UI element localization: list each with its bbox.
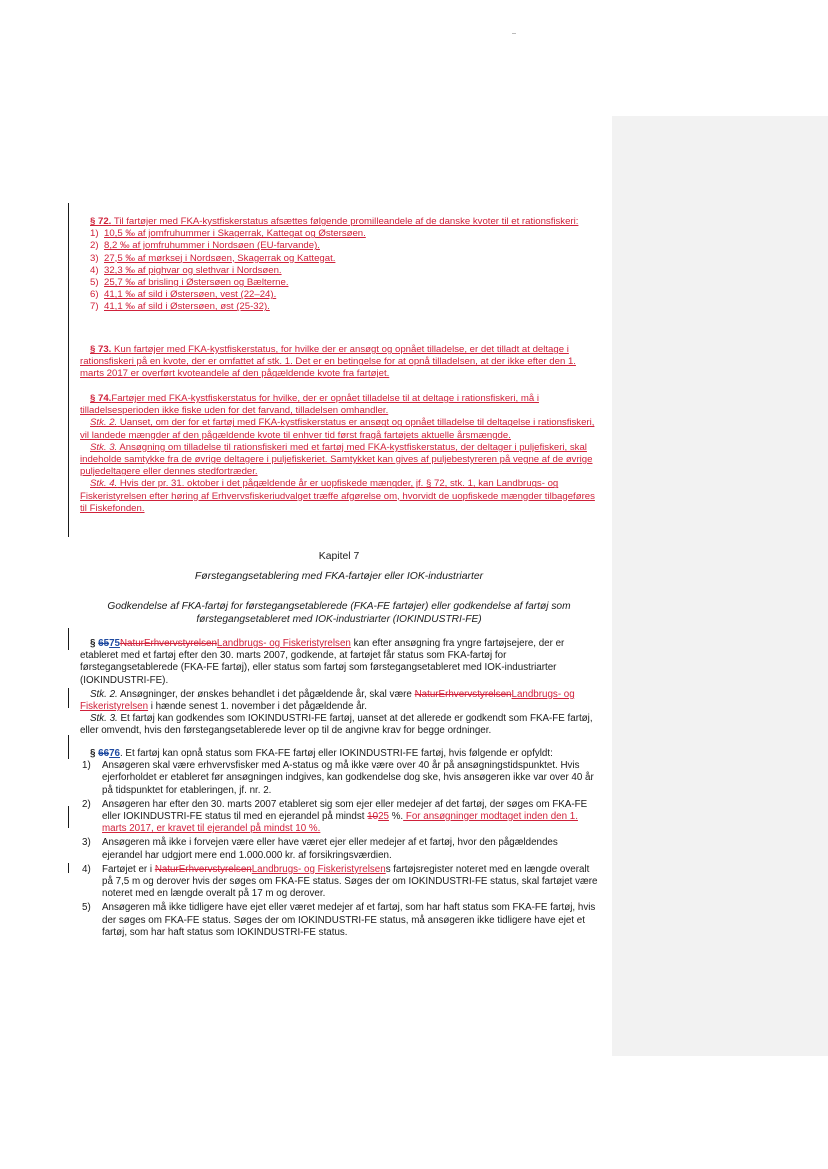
list-item: 1) Ansøgeren skal være erhvervsfisker med A-status og må ikke være over 40 år på ansøgningstidspunktet. Hvis ejerforholdet er etableret før ansøgningen indgives, kan godkendelse dog ske, hvis ansøgeren ikke var over 40 år på tidspunktet for etableringen, jf. nr. 2.	[82, 760, 594, 796]
section-75-sign: §	[90, 638, 99, 649]
section-72-text: Til fartøjer med FKA-kystfiskerstatus afsættes følgende promilleandele af de danske kvoter til et rationsfiskeri:	[111, 216, 579, 227]
list-item: 3) 27,5 ‰ af mørksej i Nordsøen, Skagerrak og Kattegat.	[90, 252, 336, 264]
section-75-stk3: Et fartøj kan godkendes som IOKINDUSTRI-FE fartøj, uanset at det allerede er godkendt som FKA-FE fartøj, eller omvendt, hvis den førstegangsetablerede lever op til de angivne krav for begge ordninger.	[80, 713, 593, 737]
change-bar	[68, 735, 69, 759]
stk-label: Stk. 2.	[90, 417, 118, 429]
section-75-new-number: 75	[109, 638, 120, 649]
list-item: 2) 8,2 ‰ af jomfruhummer i Nordsøen (EU-farvande).	[90, 240, 320, 252]
change-bar	[68, 863, 69, 873]
chapter-number: Kapitel 7	[318, 551, 360, 562]
list-item: 4) 32,3 ‰ af pighvar og slethvar i Nordsøen.	[90, 264, 282, 276]
change-bar	[68, 203, 69, 537]
section-75-old-number: 65	[98, 638, 110, 649]
section-76-sign: §	[90, 748, 99, 759]
section-76-intro: . Et fartøj kan opnå status som FKA-FE fartøj eller IOKINDUSTRI-FE fartøj, hvis følgende er opfyldt:	[119, 748, 553, 759]
list-item: 2) Ansøgeren har efter den 30. marts 2007 etableret sig som ejer eller medejer af det fartøj, der søges om FKA-FE eller IOKINDUSTRI-FE status til med en ejerandel på mindst 1025 %. For ansøgninger modtaget inden den 1. marts 2017, er kravet til ejerandel på mindst 10 %.	[82, 798, 588, 835]
section-75-text: kan efter ansøgning fra yngre fartøjsejere, der er etableret med et fartøj efter den 30. marts 2007, godkende, at fartøjet får status som FKA-fartøj for førstegangsetablerede (FKA-FE fartøj), eller status som fartøj som førstegangsetableret med IOK-industriarter (IOKINDUSTRI-FE).	[80, 638, 565, 686]
change-bar	[68, 688, 69, 708]
chapter-subtitle: Godkendelse af FKA-fartøj for førstegangsetablerede (FKA-FE fartøjer) eller godkendelse af fartøj som førstegangsetableret med IOK-industriarter (IOKINDUSTRI-FE)	[107, 601, 571, 625]
list-item: 3) Ansøgeren må ikke i forvejen være eller have været ejer eller medejer af et fartøj, hvor den pågældendes ejerandel har udgjort mere end 1.000.000 kr. af forsikringsværdien.	[82, 837, 558, 861]
section-73-text: Kun fartøjer med FKA-kystfiskerstatus, for hvilke der er ansøgt og opnået tilladelse, er det tilladt at deltage i rationsfiskeri på en kvote, der er omfattet af stk. 1. Det er en betingelse for at opnå tilladelsen, at der ikke efter den 1. marts 2017 er overført kvoteandele af den pågældende kvote fra fartøjet.	[80, 344, 576, 380]
section-73	[80, 344, 598, 381]
section-74-stk4: Hvis der pr. 31. oktober i det pågældende år er uopfiskede mængder, jf. § 72, stk. 1, kan Landbrugs- og Fiskeristyrelsen efter høring af Erhvervsfiskeriudvalget træffe afgørelse om, hvorvidt de uopfiskede mængder tilbageføres til Fiskefonden.	[80, 478, 595, 514]
list-item: 1) 10,5 ‰ af jomfruhummer i Skagerrak, Kattegat og Østersøen.	[90, 228, 366, 240]
list-item: 6) 41,1 ‰ af sild i Østersøen, vest (22–24).	[90, 289, 277, 301]
chapter-title: Førstegangsetablering med FKA-fartøjer eller IOK-industriarter	[194, 571, 484, 582]
section-76-old-number: 66	[98, 748, 110, 759]
list-item: 4) Fartøjet er i NaturErhvervstyrelsenLandbrugs- og Fiskeristyrelsens fartøjsregister noteret med en længde overalt på 7,5 m og derover hvis der søges om FKA-FE status. Søges der om IOKINDUSTRI-FE status, skal fartøjet være noteret med en længde overalt på 17 m og derover.	[82, 863, 598, 900]
stk-label: Stk. 3.	[90, 713, 118, 725]
section-76-list	[80, 760, 598, 939]
stk-label: Stk. 4.	[90, 478, 118, 490]
section-72-list	[80, 228, 598, 313]
section-74-stk2: Uanset, om der for et fartøj med FKA-kystfiskerstatus er ansøgt og opnået tilladelse til deltagelse i rationsfiskeri, vil landede mængder af den pågældende kvote til enhver tid først fragå fartøjets aktuelle årsmængde.	[80, 417, 595, 441]
section-72-heading: § 72.	[90, 216, 112, 227]
inserted-agency: Landbrugs- og Fiskeristyrelsen	[80, 688, 575, 713]
stk-label: Stk. 2.	[90, 688, 118, 700]
section-75: § 6575NaturErhvervstyrelsenLandbrugs- og Fiskeristyrelsen kan efter ansøgning fra yngre fartøjsejere, der er etableret med et fartøj efter den 30. marts 2007, godkende, at fartøjet får status som FKA-fartøj for førstegangsetablerede (FKA-FE fartøj), eller status som fartøj som førstegangsetableret med IOK-industriarter (IOKINDUSTRI-FE). Stk. 2. Ansøgninger, der ønskes behandlet i det pågældende år, skal være NaturErhvervstyrelsenLandbrugs- og Fiskeristyrelsen i hænde senest 1. november i det pågældende år. Stk. 3. Et fartøj kan godkendes som IOKINDUSTRI-FE fartøj, uanset at det allerede er godkendt som FKA-FE fartøj, eller omvendt, hvis den førstegangsetablerede lever op til de angivne krav for begge ordninger.	[80, 638, 593, 737]
change-bar	[68, 806, 69, 828]
deleted-agency: NaturErhvervstyrelsen	[154, 863, 252, 875]
deleted-agency: NaturErhvervstyrelsen	[414, 688, 512, 700]
section-74	[80, 393, 598, 515]
deleted-agency: NaturErhvervstyrelsen	[119, 638, 217, 649]
section-74-stk3: Ansøgning om tilladelse til rationsfiskeri med et fartøj med FKA-kystfiskerstatus, der deltager i puljefiskeri, skal indeholde samtykke fra de øvrige deltagere i puljefiskeriet. Samtykket kan gives af puljebestyreren på vegne af de øvrige puljedeltagere eller dennes stedfortræder.	[80, 441, 593, 478]
section-74-heading: § 74.	[90, 393, 112, 404]
section-76-new-number: 76	[109, 748, 120, 759]
change-bar	[68, 628, 69, 650]
inserted-agency: Landbrugs- og Fiskeristyrelsen	[216, 638, 351, 649]
list-item: 5) 25,7 ‰ af brisling i Østersøen og Bælterne.	[90, 277, 289, 289]
section-73-heading: § 73.	[90, 344, 112, 355]
list-item: 5) Ansøgeren må ikke tidligere have ejet eller været medejer af et fartøj, som har haft status som FKA-FE fartøj, hvis der søges om FKA-FE status. Søges der om IOKINDUSTRI-FE status, må ansøgeren ikke tidligere have ejet et fartøj, som har haft status som IOKINDUSTRI-FE status.	[82, 902, 596, 938]
inserted-text: For ansøgninger modtaget inden den 1. marts 2017, er kravet til ejerandel på mindst 10 %.	[102, 811, 578, 835]
inserted-agency: Landbrugs- og Fiskeristyrelsen	[251, 863, 386, 875]
list-item: 7) 41,1 ‰ af sild i Østersøen, øst (25-32).	[90, 301, 270, 313]
section-76	[80, 748, 598, 939]
section-72	[80, 216, 598, 314]
stk-label: Stk. 3.	[90, 441, 118, 453]
section-74-text: Fartøjer med FKA-kystfiskerstatus for hvilke, der er opnået tilladelse til at deltage i rationsfiskeri, må i tilladelsesperioden ikke fiske uden for det farvand, tilladelsen omhandler.	[80, 393, 539, 417]
